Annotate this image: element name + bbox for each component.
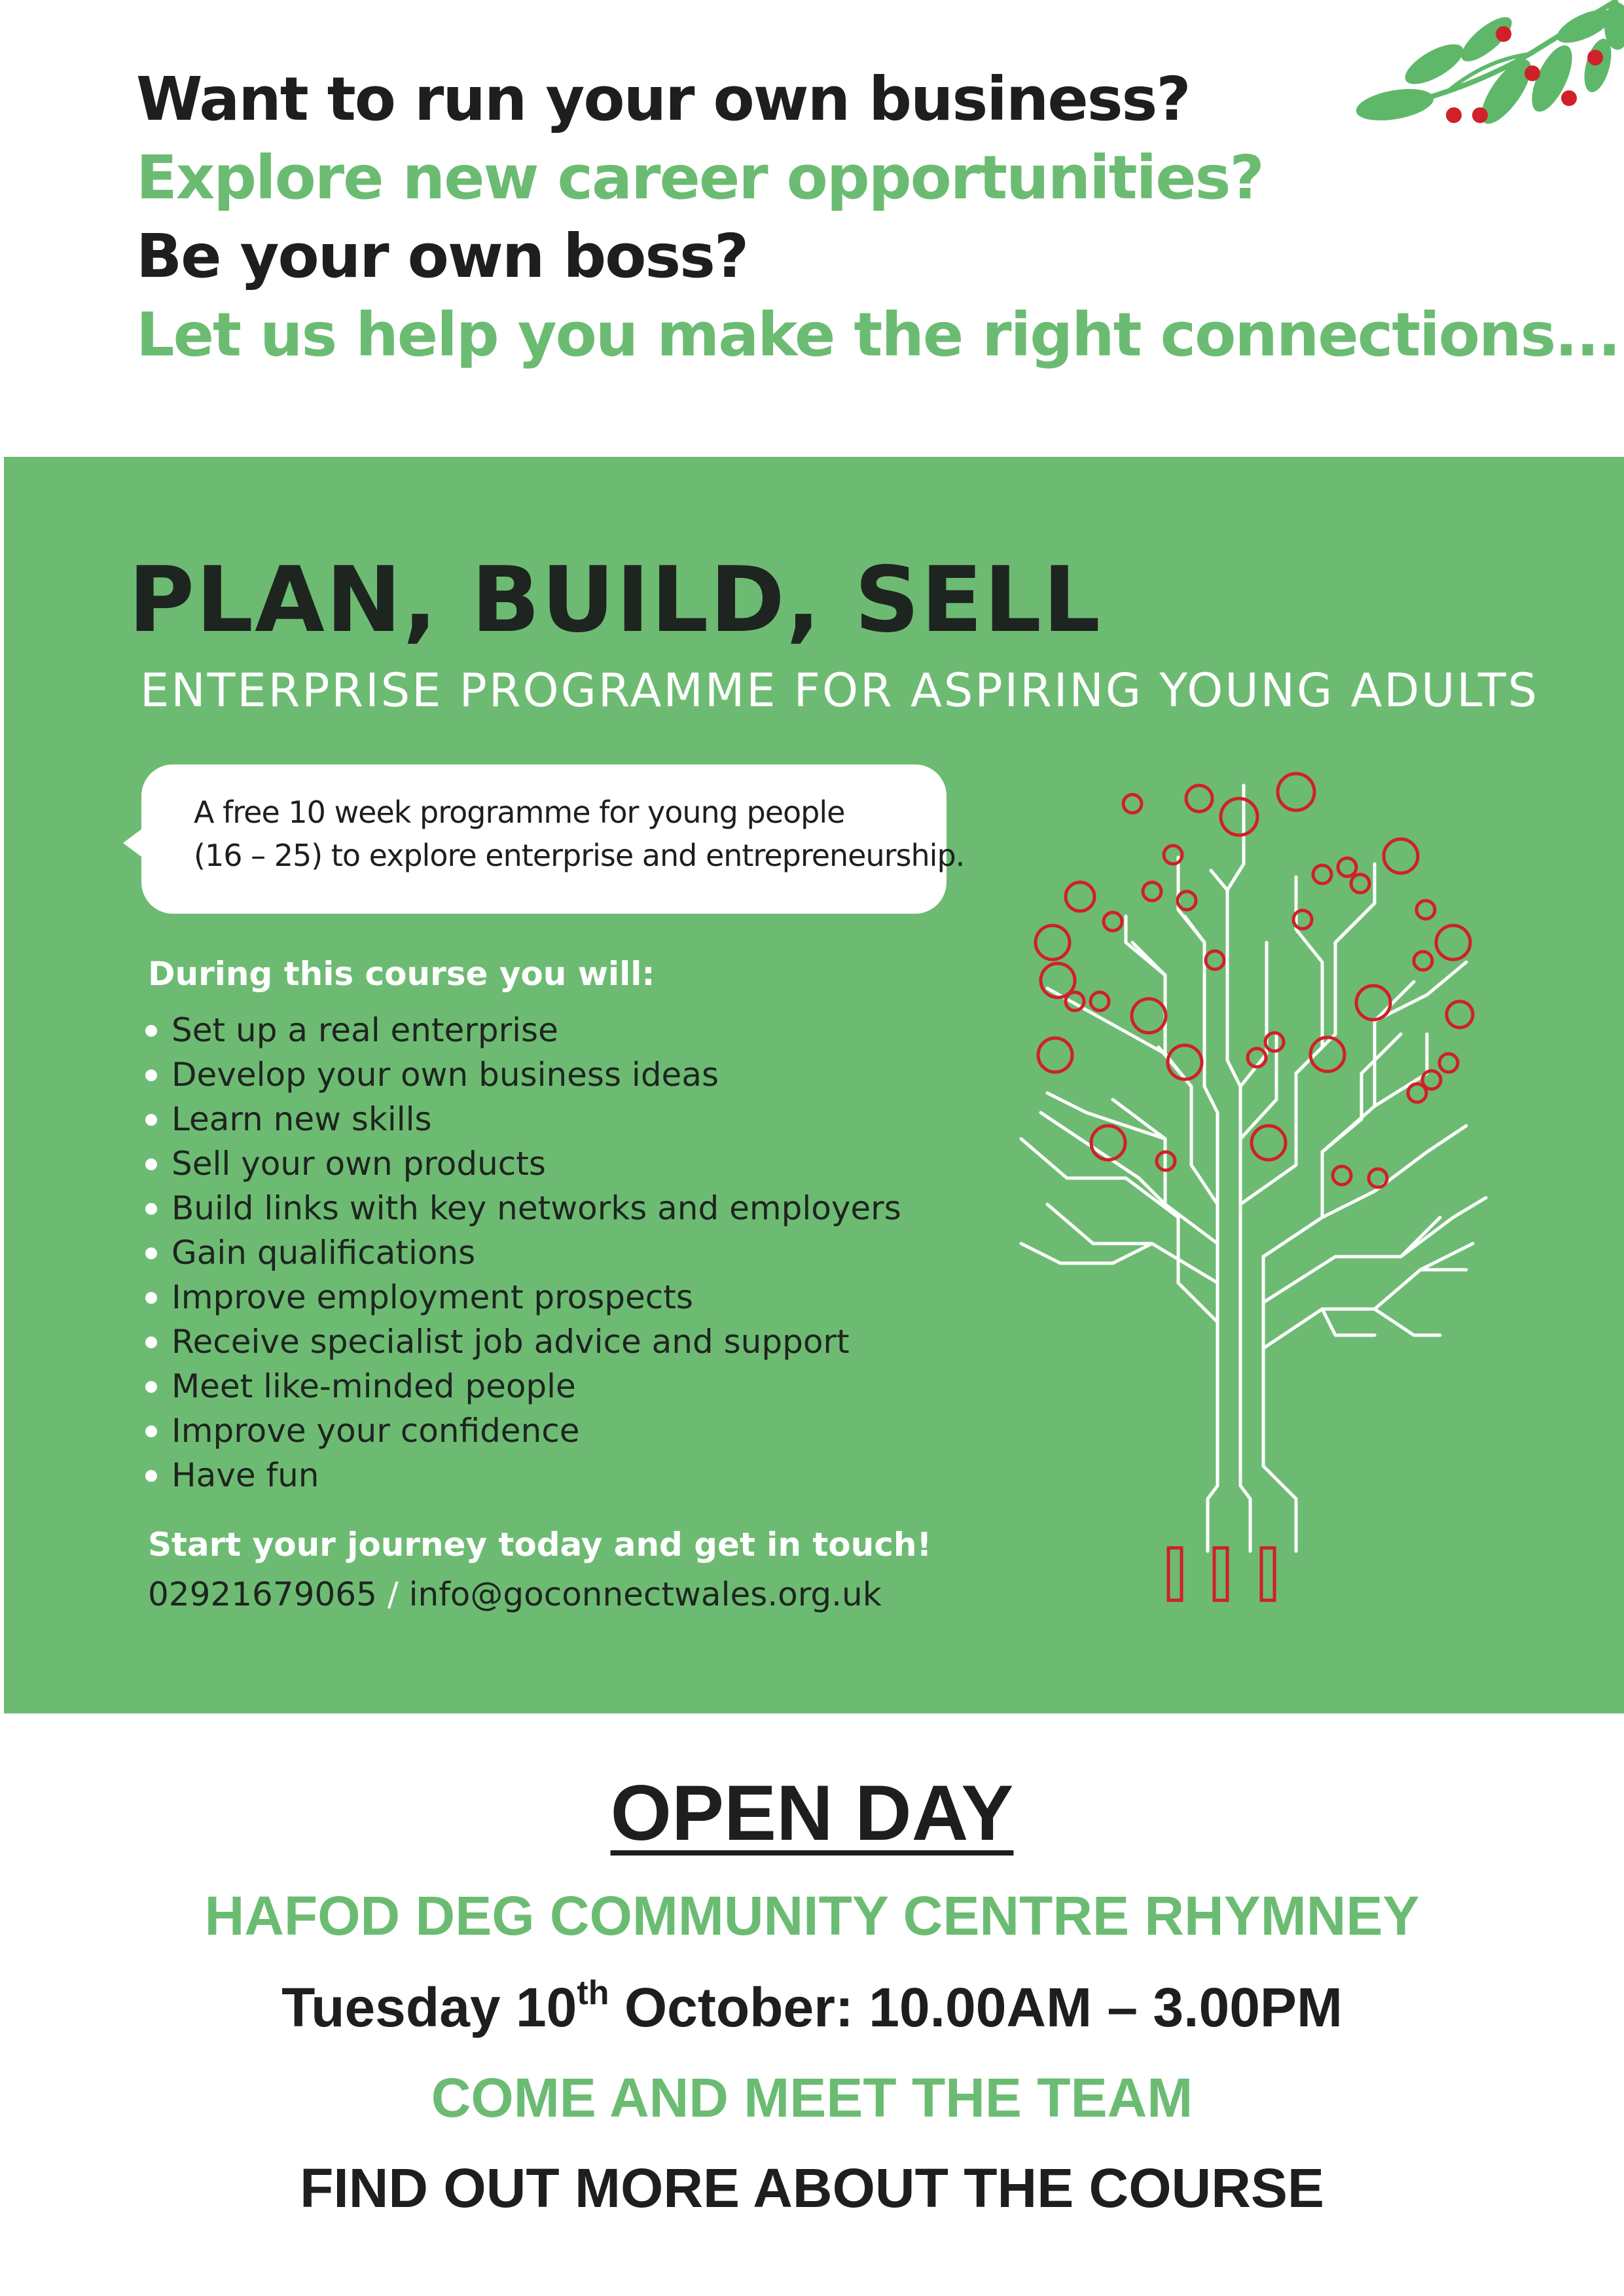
phone-number[interactable]: 02921679065 [148, 1575, 377, 1613]
event-date-time [0, 1971, 1624, 2043]
list-item: Sell your own products [144, 1141, 901, 1186]
list-item: Set up a real enterprise [144, 1008, 901, 1052]
circuit-tree-icon [969, 746, 1506, 1630]
headline-3: Be your own boss? [136, 221, 748, 291]
list-item: Have fun [144, 1453, 901, 1498]
contact-separator: / [387, 1575, 399, 1613]
headline-1: Want to run your own business? [136, 64, 1190, 134]
meet-team-line: COME AND MEET THE TEAM [431, 2067, 1193, 2128]
programme-subtitle: ENTERPRISE PROGRAMME FOR ASPIRING YOUNG ADULTS [140, 664, 1540, 717]
date-time: October: 10.00AM – 3.00PM [609, 1977, 1343, 2038]
contact-details [148, 1568, 882, 1621]
list-item: Gain qualifications [144, 1230, 901, 1275]
call-to-action: Start your journey today and get in touch! [148, 1526, 932, 1564]
list-item: Improve employment prospects [144, 1275, 901, 1319]
speech-bubble [124, 764, 965, 914]
holly-branch-icon [1336, 0, 1624, 151]
list-item: Meet like-minded people [144, 1364, 901, 1408]
email-link[interactable]: info@goconnectwales.org.uk [408, 1575, 882, 1613]
speech-bubble-body [141, 764, 965, 914]
course-benefits-list [144, 1008, 901, 1498]
bubble-line-2: (16 – 25) to explore enterprise and entrepreneurship. [194, 838, 965, 873]
list-item: Develop your own business ideas [144, 1052, 901, 1097]
programme-title: PLAN, BUILD, SELL [128, 547, 1102, 653]
date-day: Tuesday 10 [281, 1977, 577, 2038]
list-item: Learn new skills [144, 1097, 901, 1141]
open-day-title-text: OPEN DAY [610, 1769, 1014, 1857]
venue: HAFOD DEG COMMUNITY CENTRE RHYMNEY [204, 1885, 1420, 1946]
date-suffix: th [577, 1974, 609, 2012]
find-out-more-line: FIND OUT MORE ABOUT THE COURSE [300, 2157, 1324, 2219]
bubble-line-1: A free 10 week programme for young people [194, 795, 845, 830]
headline-4: Let us help you make the right connections... [136, 300, 1620, 370]
list-item: Improve your confidence [144, 1408, 901, 1453]
list-item: Receive specialist job advice and support [144, 1319, 901, 1364]
open-day-title [0, 1767, 1624, 1859]
course-heading: During this course you will: [148, 955, 655, 993]
list-item: Build links with key networks and employers [144, 1186, 901, 1230]
headline-2: Explore new career opportunities? [136, 143, 1263, 213]
